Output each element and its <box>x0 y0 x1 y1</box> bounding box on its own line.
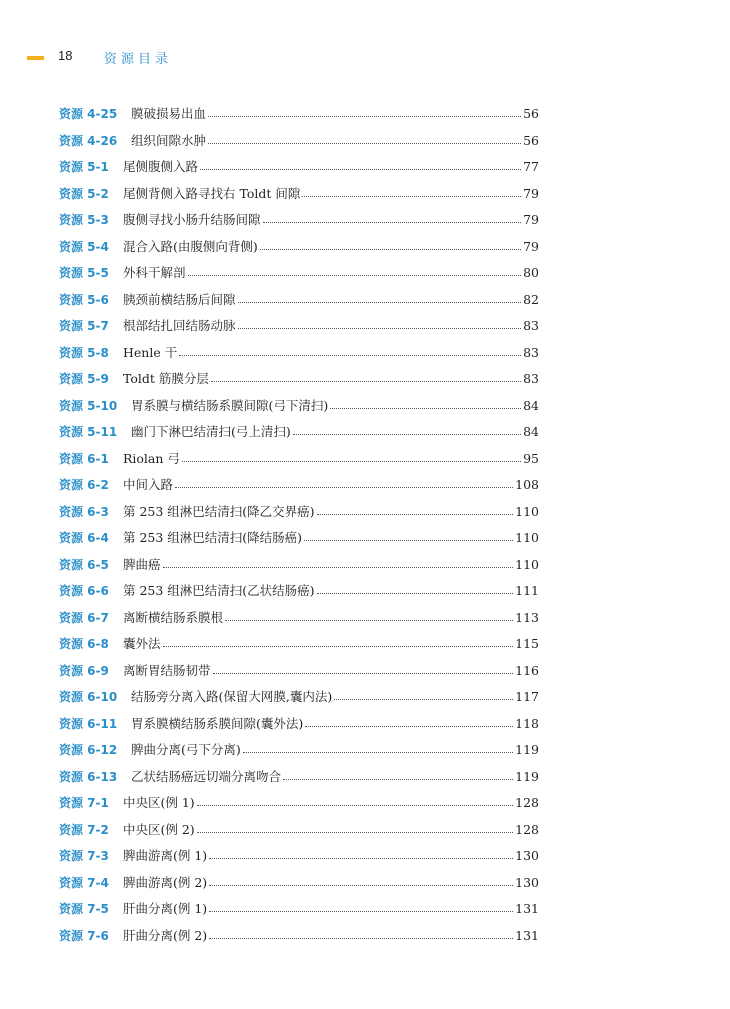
toc-entry-label: 资源 6-4 <box>59 531 109 545</box>
toc-entry-label: 资源 5-5 <box>59 266 109 280</box>
toc-entry-leader <box>304 539 513 541</box>
toc-entry-leader <box>243 751 513 753</box>
toc-entry-page: 56 <box>523 106 539 121</box>
toc-entry-title: 组织间隙水肿 <box>131 132 207 148</box>
toc-entry-page: 130 <box>515 848 539 863</box>
toc-entry-page: 131 <box>515 901 539 916</box>
toc-entry-title: 脾曲癌 <box>123 556 161 572</box>
toc-entry-title: 脾曲游离(例 2) <box>123 874 208 890</box>
toc-entry-page: 115 <box>515 636 539 651</box>
toc-entry-label: 资源 4-25 <box>59 107 118 121</box>
toc-entry-label: 资源 5-6 <box>59 292 109 307</box>
toc-entry-leader <box>209 910 513 912</box>
toc-entry-page: 128 <box>515 795 539 810</box>
toc-entry-page: 131 <box>515 927 539 943</box>
toc-entry-page: 84 <box>523 397 539 413</box>
toc-entry-title: 中央区(例 1) <box>123 795 195 810</box>
toc-entry-page: 84 <box>523 424 539 439</box>
toc-entry-leader <box>283 778 513 780</box>
toc-entry-page: 79 <box>523 185 539 201</box>
toc-entry-leader <box>208 115 521 117</box>
toc-entry-leader <box>225 619 513 621</box>
toc-entry-leader <box>182 460 521 462</box>
toc-entry-page: 56 <box>523 132 539 148</box>
toc-entry-page: 130 <box>515 874 539 890</box>
toc-entry-page: 117 <box>515 689 539 704</box>
toc-entry-label: 资源 5-10 <box>59 398 118 413</box>
toc-entry-leader <box>179 354 521 356</box>
toc-entry-label: 资源 5-11 <box>59 425 118 439</box>
toc-entry-title: 胰颈前横结肠后间隙 <box>123 291 236 307</box>
toc-entry[interactable] <box>59 926 539 953</box>
toc-entry[interactable] <box>59 184 539 211</box>
toc-entry-leader <box>209 937 513 939</box>
toc-entry-leader <box>163 645 514 647</box>
toc-entry-label: 资源 7-6 <box>59 928 109 943</box>
toc-entry-title: 尾侧腹侧入路 <box>123 159 199 174</box>
toc-entry[interactable] <box>59 316 539 343</box>
toc-entry[interactable] <box>59 475 539 502</box>
toc-entry-label: 资源 6-2 <box>59 478 109 492</box>
toc-entry-label: 资源 6-6 <box>59 584 109 598</box>
toc-entry[interactable] <box>59 528 539 555</box>
toc-entry-title: 幽门下淋巴结清扫(弓上清扫) <box>131 424 291 439</box>
toc-entry-leader <box>263 221 522 223</box>
toc-entry-page: 108 <box>515 477 539 492</box>
toc-entry-label: 资源 5-4 <box>59 239 109 254</box>
toc-entry-title: 脾曲游离(例 1) <box>123 848 208 863</box>
toc-entry[interactable] <box>59 422 539 449</box>
toc-entry-label: 资源 5-7 <box>59 319 109 333</box>
toc-entry-page: 119 <box>515 768 539 784</box>
toc-entry-label: 资源 7-5 <box>59 902 109 916</box>
toc-entry-leader <box>238 327 522 329</box>
toc-entry-label: 资源 6-9 <box>59 663 109 678</box>
toc-entry-page: 79 <box>523 238 539 254</box>
toc-entry-title: 根部结扎回结肠动脉 <box>123 318 236 333</box>
toc-entry-title: Toldt 筋膜分层 <box>123 371 209 386</box>
toc-entry[interactable] <box>59 581 539 608</box>
toc-entry-title: 囊外法 <box>123 636 161 651</box>
toc-entry-title: 肝曲分离(例 2) <box>123 927 208 943</box>
header-accent-bar <box>27 56 44 60</box>
toc-entry[interactable] <box>59 237 539 264</box>
toc-entry-page: 128 <box>515 821 539 837</box>
toc-entry-leader <box>317 592 514 594</box>
toc-entry-page: 110 <box>515 556 539 572</box>
toc-entry-page: 95 <box>523 450 539 466</box>
toc-entry-leader <box>213 672 514 674</box>
header-title: 资源目录 <box>104 52 173 67</box>
toc-entry[interactable] <box>59 767 539 794</box>
toc-entry-page: 79 <box>523 212 539 227</box>
toc-entry-label: 资源 6-3 <box>59 504 109 519</box>
toc-entry-title: 外科干解剖 <box>123 265 186 280</box>
toc-entry-title: 肝曲分离(例 1) <box>123 901 208 916</box>
toc-entry-page: 111 <box>515 583 539 598</box>
toc-entry[interactable] <box>59 846 539 873</box>
toc-entry-title: 第 253 组淋巴结清扫(降结肠癌) <box>123 530 303 545</box>
toc-entry-page: 82 <box>523 291 539 307</box>
toc-entry[interactable] <box>59 449 539 476</box>
toc-entry[interactable] <box>59 263 539 290</box>
toc-entry-label: 资源 5-9 <box>59 372 109 386</box>
toc-entry-leader <box>334 698 513 700</box>
toc-entry-leader <box>197 804 513 806</box>
toc-entry-label: 资源 6-7 <box>59 610 109 625</box>
toc-entry-label: 资源 5-8 <box>59 345 109 360</box>
toc-entry-label: 资源 6-13 <box>59 769 118 784</box>
toc-entry-label: 资源 6-1 <box>59 451 109 466</box>
toc-entry[interactable] <box>59 210 539 237</box>
toc-entry-leader <box>200 168 521 170</box>
toc-entry-title: 尾侧背侧入路寻找右 Toldt 间隙 <box>123 185 301 201</box>
toc-entry[interactable] <box>59 820 539 847</box>
toc-entry-title: 中间入路 <box>123 477 174 492</box>
toc-entry-leader <box>317 513 514 515</box>
toc-entry-label: 资源 5-3 <box>59 213 109 227</box>
page-number: 18 <box>58 48 73 63</box>
toc-entry-leader <box>175 486 513 488</box>
toc-entry-label: 资源 7-2 <box>59 822 109 837</box>
toc-entry-title: 第 253 组淋巴结清扫(乙状结肠癌) <box>123 583 315 598</box>
toc-entry-page: 119 <box>515 742 539 757</box>
toc-entry[interactable] <box>59 396 539 423</box>
toc-entry-leader <box>209 857 513 859</box>
toc-entry-title: 第 253 组淋巴结清扫(降乙交界癌) <box>123 503 315 519</box>
toc-entry-label: 资源 6-10 <box>59 690 118 704</box>
toc-entry-page: 80 <box>523 265 539 280</box>
toc-entry-label: 资源 6-12 <box>59 743 118 757</box>
toc-entry[interactable] <box>59 131 539 158</box>
toc-entry-title: 离断横结肠系膜根 <box>123 609 224 625</box>
toc-entry-leader <box>238 301 522 303</box>
toc-entry[interactable] <box>59 608 539 635</box>
toc-entry-leader <box>330 407 521 409</box>
toc-entry[interactable] <box>59 502 539 529</box>
toc-entry[interactable] <box>59 634 539 661</box>
toc-entry-title: 离断胃结肠韧带 <box>123 662 211 678</box>
toc-entry-title: 混合入路(由腹侧向背侧) <box>123 238 258 254</box>
toc-entry-page: 83 <box>523 371 539 386</box>
toc-entry[interactable] <box>59 343 539 370</box>
toc-entry-title: 膜破损易出血 <box>131 106 207 121</box>
toc-entry[interactable] <box>59 687 539 714</box>
toc-entry[interactable] <box>59 714 539 741</box>
toc-entry-leader <box>260 248 521 250</box>
toc-entry-title: 乙状结肠癌远切端分离吻合 <box>131 768 282 784</box>
toc-entry-title: 腹侧寻找小肠升结肠间隙 <box>123 212 261 227</box>
toc-entry[interactable] <box>59 740 539 767</box>
toc-entry-title: Riolan 弓 <box>123 450 180 466</box>
toc-entry[interactable] <box>59 555 539 582</box>
toc-entry-leader <box>208 142 521 144</box>
toc-entry-label: 资源 5-2 <box>59 186 109 201</box>
toc-entry[interactable] <box>59 661 539 688</box>
toc-entry-label: 资源 5-1 <box>59 160 109 174</box>
toc-entry-label: 资源 6-8 <box>59 637 109 651</box>
toc-entry[interactable] <box>59 793 539 820</box>
toc-entry[interactable] <box>59 104 539 131</box>
toc-entry-page: 116 <box>515 662 539 678</box>
toc-entry-page: 77 <box>523 159 539 174</box>
toc-entry-label: 资源 7-4 <box>59 875 109 890</box>
toc-entry-leader <box>209 884 513 886</box>
toc-entry-leader <box>302 195 521 197</box>
table-of-contents <box>59 104 539 952</box>
toc-entry-leader <box>211 380 521 382</box>
toc-entry[interactable] <box>59 369 539 396</box>
toc-entry[interactable] <box>59 290 539 317</box>
toc-entry-page: 110 <box>515 503 539 519</box>
toc-entry-leader <box>163 566 514 568</box>
toc-entry-title: 胃系膜横结肠系膜间隙(囊外法) <box>131 715 304 731</box>
toc-entry-title: 结肠旁分离入路(保留大网膜,囊内法) <box>131 689 333 704</box>
toc-entry-label: 资源 6-11 <box>59 716 118 731</box>
toc-entry[interactable] <box>59 899 539 926</box>
toc-entry-leader <box>197 831 513 833</box>
toc-entry-page: 83 <box>523 318 539 333</box>
toc-entry-title: 胃系膜与横结肠系膜间隙(弓下清扫) <box>131 397 329 413</box>
toc-entry-page: 113 <box>515 609 539 625</box>
toc-entry-label: 资源 6-5 <box>59 557 109 572</box>
toc-entry-label: 资源 7-1 <box>59 796 109 810</box>
toc-entry[interactable] <box>59 157 539 184</box>
toc-entry-label: 资源 7-3 <box>59 849 109 863</box>
toc-entry-leader <box>188 274 522 276</box>
toc-entry-title: 脾曲分离(弓下分离) <box>131 742 241 757</box>
toc-entry[interactable] <box>59 873 539 900</box>
toc-entry-page: 110 <box>515 530 539 545</box>
toc-entry-page: 83 <box>523 344 539 360</box>
toc-entry-title: 中央区(例 2) <box>123 821 195 837</box>
toc-entry-leader <box>293 433 521 435</box>
page-header <box>0 45 730 69</box>
toc-entry-page: 118 <box>515 715 539 731</box>
toc-entry-label: 资源 4-26 <box>59 133 118 148</box>
toc-entry-title: Henle 干 <box>123 344 178 360</box>
toc-entry-leader <box>305 725 513 727</box>
